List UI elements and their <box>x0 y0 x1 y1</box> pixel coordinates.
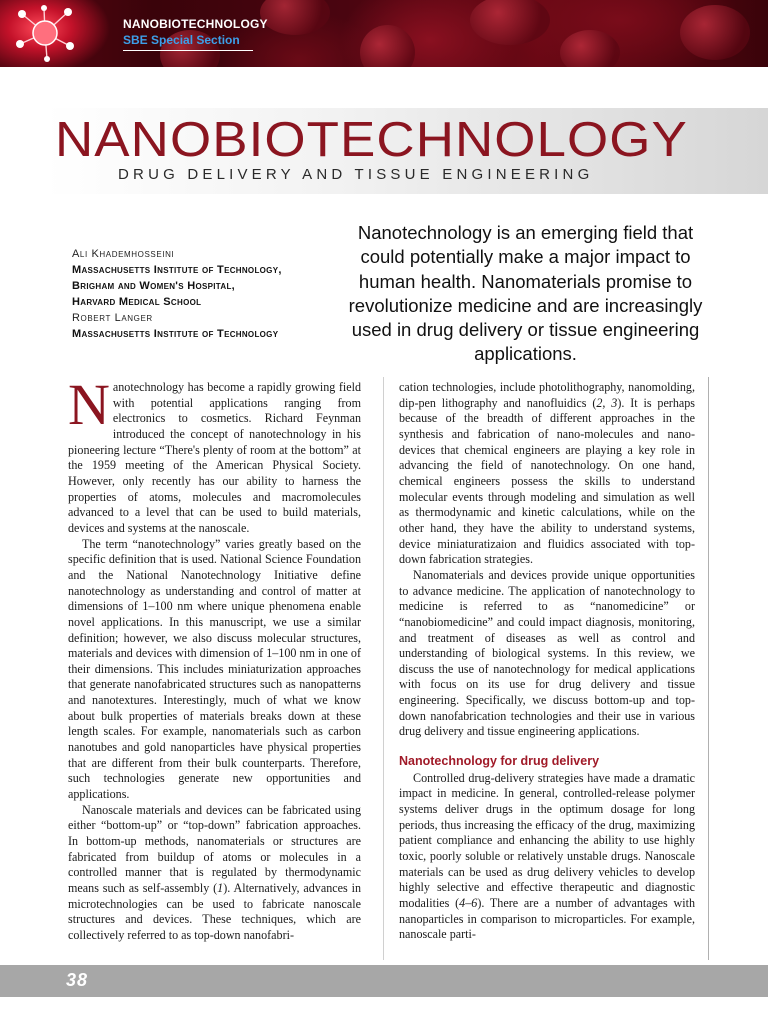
section-banner <box>0 0 768 67</box>
body-column-left <box>68 372 361 944</box>
author-affiliation: Massachusetts Institute of Technology, <box>72 264 282 276</box>
page-number: 38 <box>66 970 89 990</box>
pull-quote: Nanotechnology is an emerging field that could potentially make a major impact to human health. Nanomaterials promise to revolutionize medicine and are increasingly used in drug delivery or tissue engineering applications. <box>348 222 703 365</box>
column-divider <box>383 377 384 960</box>
paragraph: Nanomaterials and devices provide unique opportunities to advance medicine. The application of nanotechnology to medicine is referred to as “nanomedicine” or “nanobiomedicine” and could impact diagnosis, monitoring, and treatment of diseases as well as control and understanding of biological systems. In this review, we discuss the use of nanotechnology for medical applications with focus on its use for drug delivery and tissue engineering. Specifically, we discuss bottom-up and top-down nanofabrication technologies and their use in various drug delivery and tissue engineering applications. <box>399 567 695 739</box>
citation-ref: 2, 3 <box>596 395 618 410</box>
paragraph: cation technologies, include photolithography, nanomolding, dip-pen lithography and nanofluidics (2, 3). It is perhaps because of the breadth of different approaches in the synthesis and fabrication of nano-molecules and nano-devices that chemical engineers are playing a key role in advancing the field of nanotechnology. On one hand, chemical engineers possess the skills to understand molecular events through modeling and simulation as well as thermodynamic and kinetic calculations, while on the other hand, they have the ability to understand systems, device miniaturatizaion and fluidics associated with top-down fabrication strategies. <box>399 380 696 567</box>
banner-section-title: NANOBIOTECHNOLOGY <box>123 17 268 31</box>
body-column-right <box>399 380 695 943</box>
author-block <box>72 246 282 342</box>
banner-text <box>123 17 268 51</box>
drop-cap: N <box>68 372 110 437</box>
author-affiliation: Brigham and Women's Hospital, <box>72 280 235 292</box>
citation-ref: 4–6 <box>459 896 478 910</box>
author-affiliation: Massachusetts Institute of Technology <box>72 328 279 340</box>
margin-rule <box>708 377 709 960</box>
author-affiliation: Harvard Medical School <box>72 296 202 308</box>
paragraph: Controlled drug-delivery strategies have made a dramatic impact in medicine. In general, controlled-release polymer systems deliver drugs in the optimum dosage for long periods, thus increasing the efficacy of the drug, maximizing patient compliance and enhancing the ability to use highly toxic, poorly soluble or relatively unstable drugs. Nanoscale materials can be used as drug delivery vehicles to develop highly selective and effective therapeutic and diagnostic modalities (4–6). There are a number of advantages with nanoparticles in comparison to microparticles. For example, nanoscale parti- <box>399 770 695 942</box>
author-name: Ali Khademhosseini <box>72 248 175 260</box>
section-heading: Nanotechnology for drug delivery <box>399 754 600 769</box>
paragraph: Nanoscale materials and devices can be fabricated using either “bottom-up” or “top-down” fabrication approaches. In bottom-up methods, nanomaterials or structures are fabricated from buildup of atoms or molecules in a controlled manner that is regulated by thermodynamic means such as self-assembly (1). Alternatively, advances in microtechnologies can be used to fabricate nanoscale structures and devices. These techniques, which are collectively referred to as top-down nanofabri- <box>68 802 361 942</box>
paragraph: Nanotechnology has become a rapidly growing field with potential applications ranging from electronics to cosmetics. Richard Feynman introduced the concept of nanotechnology in his pioneering lecture “There's plenty of room at the bottom” at the 1959 meeting of the American Physical Society. However, only recently has our ability to harness the properties of atoms, molecules and macromolecules advanced to a level that can be used to build materials, devices and systems at the nanoscale. <box>68 372 361 535</box>
molecule-icon <box>14 4 76 62</box>
article-subtitle: DRUG DELIVERY AND TISSUE ENGINEERING <box>118 166 594 183</box>
footer-bar <box>0 965 768 997</box>
paragraph: The term “nanotechnology” varies greatly based on the specific definition that is used. National Science Foundation and the National Nanotechnology Initiative define nanotechnology as understanding and control of matter at dimensions of 1–100 nm where unique phenomena enable novel applications. In this manuscript, we use a similar definition; however, we also discuss molecular structures, materials and devices with dimension of 1–100 nm in one of their dimensions. This includes miniaturization approaches that generate nanofabricated structures such as nanopatterns and nanotextures. Interestingly, much of what we know about bulk properties of materials breaks down at these length scales. For example, nanomaterials such as carbon nanotubes and gold nanoparticles have physical properties that are different from their bulk counterparts. Therefore, such technologies generate new opportunities and applications. <box>68 536 361 802</box>
author-name: Robert Langer <box>72 312 153 324</box>
citation-ref: 1 <box>217 881 224 895</box>
article-title: NANOBIOTECHNOLOGY <box>55 113 688 167</box>
banner-subsection: SBE Special Section <box>123 33 253 51</box>
